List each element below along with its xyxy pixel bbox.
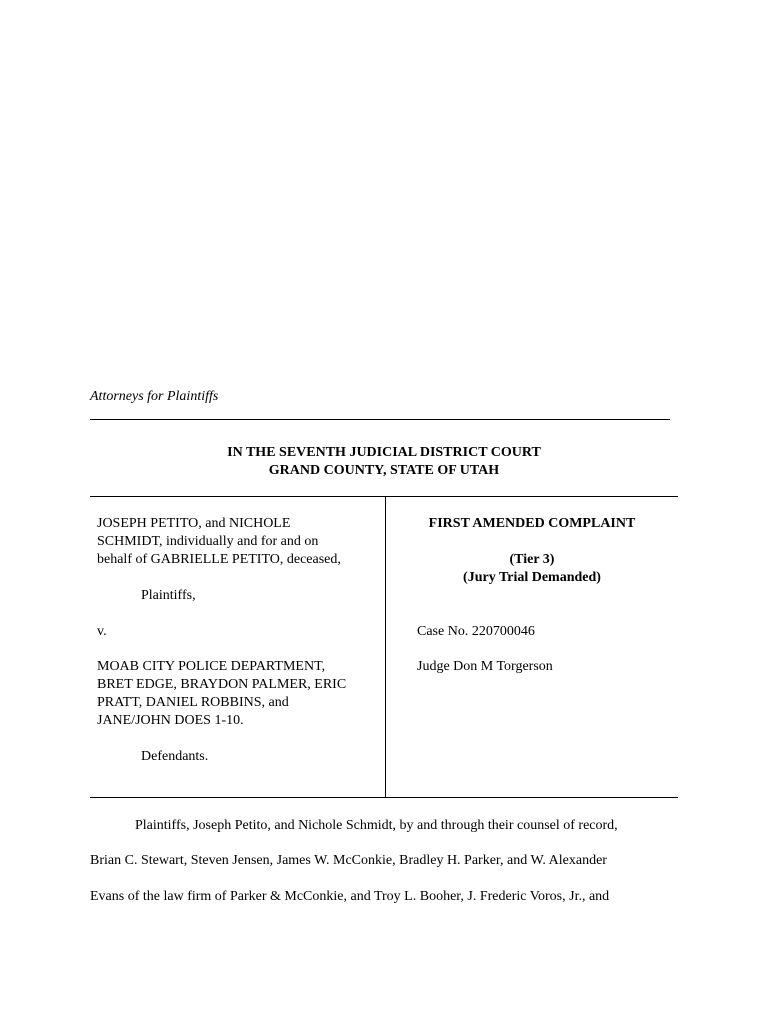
plaintiffs-line-2: SCHMIDT, individually and for and on — [97, 534, 319, 549]
defendants-line-1: MOAB CITY POLICE DEPARTMENT, — [97, 659, 326, 674]
defendants-line-2: BRET EDGE, BRAYDON PALMER, ERIC — [97, 677, 347, 692]
caption-divider — [385, 496, 386, 797]
versus: v. — [97, 624, 107, 639]
defendants-label: Defendants. — [141, 749, 209, 764]
jury-trial-label: (Jury Trial Demanded) — [463, 570, 601, 585]
body-line-1: Plaintiffs, Joseph Petito, and Nichole Schmidt, by and through their counsel of record, — [135, 818, 618, 833]
body-line-2: Brian C. Stewart, Steven Jensen, James W. McConkie, Bradley H. Parker, and W. Alexander — [90, 853, 607, 868]
tier-label: (Tier 3) — [509, 552, 555, 567]
plaintiffs-line-3: behalf of GABRIELLE PETITO, deceased, — [97, 552, 341, 567]
court-name: IN THE SEVENTH JUDICIAL DISTRICT COURT — [227, 445, 541, 460]
case-number: Case No. 220700046 — [417, 624, 535, 639]
top-rule — [90, 419, 670, 420]
court-location: GRAND COUNTY, STATE OF UTAH — [268, 463, 500, 478]
attorneys-label: Attorneys for Plaintiffs — [90, 389, 219, 404]
document-title: FIRST AMENDED COMPLAINT — [428, 516, 636, 531]
plaintiffs-label: Plaintiffs, — [141, 588, 196, 603]
defendants-line-4: JANE/JOHN DOES 1-10. — [97, 713, 244, 728]
judge-name: Judge Don M Torgerson — [417, 659, 553, 674]
body-line-3: Evans of the law firm of Parker & McConkie, and Troy L. Booher, J. Frederic Voros, Jr., and — [90, 889, 610, 904]
caption-bottom-rule — [90, 797, 678, 798]
caption-top-rule — [90, 496, 678, 497]
plaintiffs-line-1: JOSEPH PETITO, and NICHOLE — [97, 516, 291, 531]
defendants-line-3: PRATT, DANIEL ROBBINS, and — [97, 695, 289, 710]
